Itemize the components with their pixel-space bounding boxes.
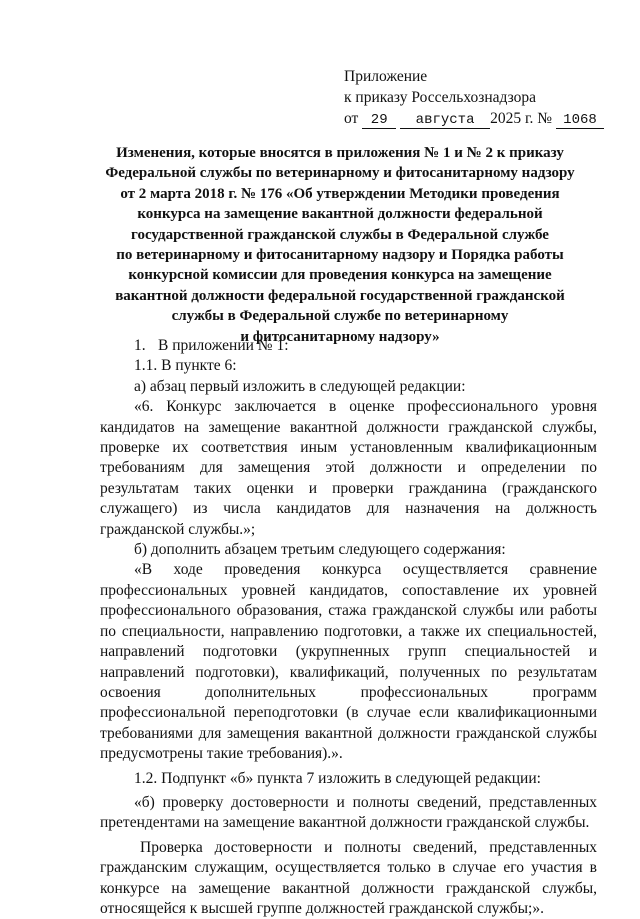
paragraph-point-6: «6. Конкурс заключается в оценке профессионального уровня кандидатов на замещение вакантной должности гражданской службы, проверке их соответствия иным установленным квалификационным требованиям для замещения этой должности и определении по результатам таких оценки и проверки гражданина (гражданского служащего) из числа кандидатов для назначения на должность гражданской службы.»; <box>100 398 597 538</box>
title-line: конкурсной комиссии для проведения конкурса на замещение <box>128 267 552 284</box>
order-year-label: 2025 г. № <box>490 110 553 127</box>
title-line: и фитосанитарному надзору» <box>240 328 440 345</box>
paragraph-comparison: «В ходе проведения конкурса осуществляется сравнение профессиональных уровней кандидатов, сопоставление их уровней профессионального образования, стажа гражданской службы или работы по специальности, направлению подготовки, а также их специальностей, направлений подготовки (укрупненных групп специальностей и направлений подготовки), квалификаций, полученных по результатам освоения дополнительных профессиональных программ профессиональной переподготовки (в случае если квалификационными требованиями для замещения вакантной должности гражданской службы предусмотрены такие требования).». <box>100 561 597 763</box>
paragraph-a: а) абзац первый изложить в следующей редакции: <box>134 377 466 395</box>
order-day: 29 <box>362 113 396 129</box>
from-label: от <box>344 110 359 127</box>
item-1-text: В приложении № 1: <box>158 337 289 354</box>
order-month: августа <box>400 113 490 129</box>
paragraph-1-2: 1.2. Подпункт «б» пункта 7 изложить в следующей редакции: <box>134 769 541 787</box>
paragraph-verification: Проверка достоверности и полноты сведений, представленных гражданским служащим, осуществляется только в случае его участия в конкурсе на замещение вакантной должности гражданской службы, относящейся к высшей группе должностей гражданской службы;». <box>100 838 597 917</box>
title-line: вакантной должности федеральной государственной гражданской <box>115 287 565 304</box>
item-1-heading <box>100 336 597 356</box>
title-line: от 2 марта 2018 г. № 176 «Об утверждении Методики проведения <box>120 185 560 202</box>
order-number: 1068 <box>556 113 604 129</box>
paragraph-subpoint-b: «б) проверку достоверности и полноты сведений, представленных претендентами на замещение вакантной должности гражданской службы. <box>100 793 597 832</box>
paragraph-b: б) дополнить абзацем третьим следующего содержания: <box>134 541 506 559</box>
document-title <box>100 143 580 347</box>
order-reference: к приказу Россельхознадзора <box>344 89 537 106</box>
title-line: государственной гражданской службы в Федеральной службе <box>131 226 549 243</box>
title-line: по ветеринарному и фитосанитарному надзору и Порядка работы <box>116 247 564 264</box>
appendix-header <box>344 66 604 129</box>
title-line: Изменения, которые вносятся в приложения № 1 и № 2 к приказу <box>116 145 564 161</box>
paragraph-1-1: 1.1. В пункте 6: <box>134 357 237 375</box>
appendix-label: Приложение <box>344 68 428 85</box>
title-line: службы в Федеральной службе по ветеринарному <box>171 308 509 325</box>
title-line: Федеральной службы по ветеринарному и фитосанитарному надзору <box>105 165 575 182</box>
document-body <box>100 336 597 919</box>
item-1-number: 1. <box>134 337 146 354</box>
title-line: конкурса на замещение вакантной должности федеральной <box>137 206 543 223</box>
order-date-line <box>344 108 604 129</box>
